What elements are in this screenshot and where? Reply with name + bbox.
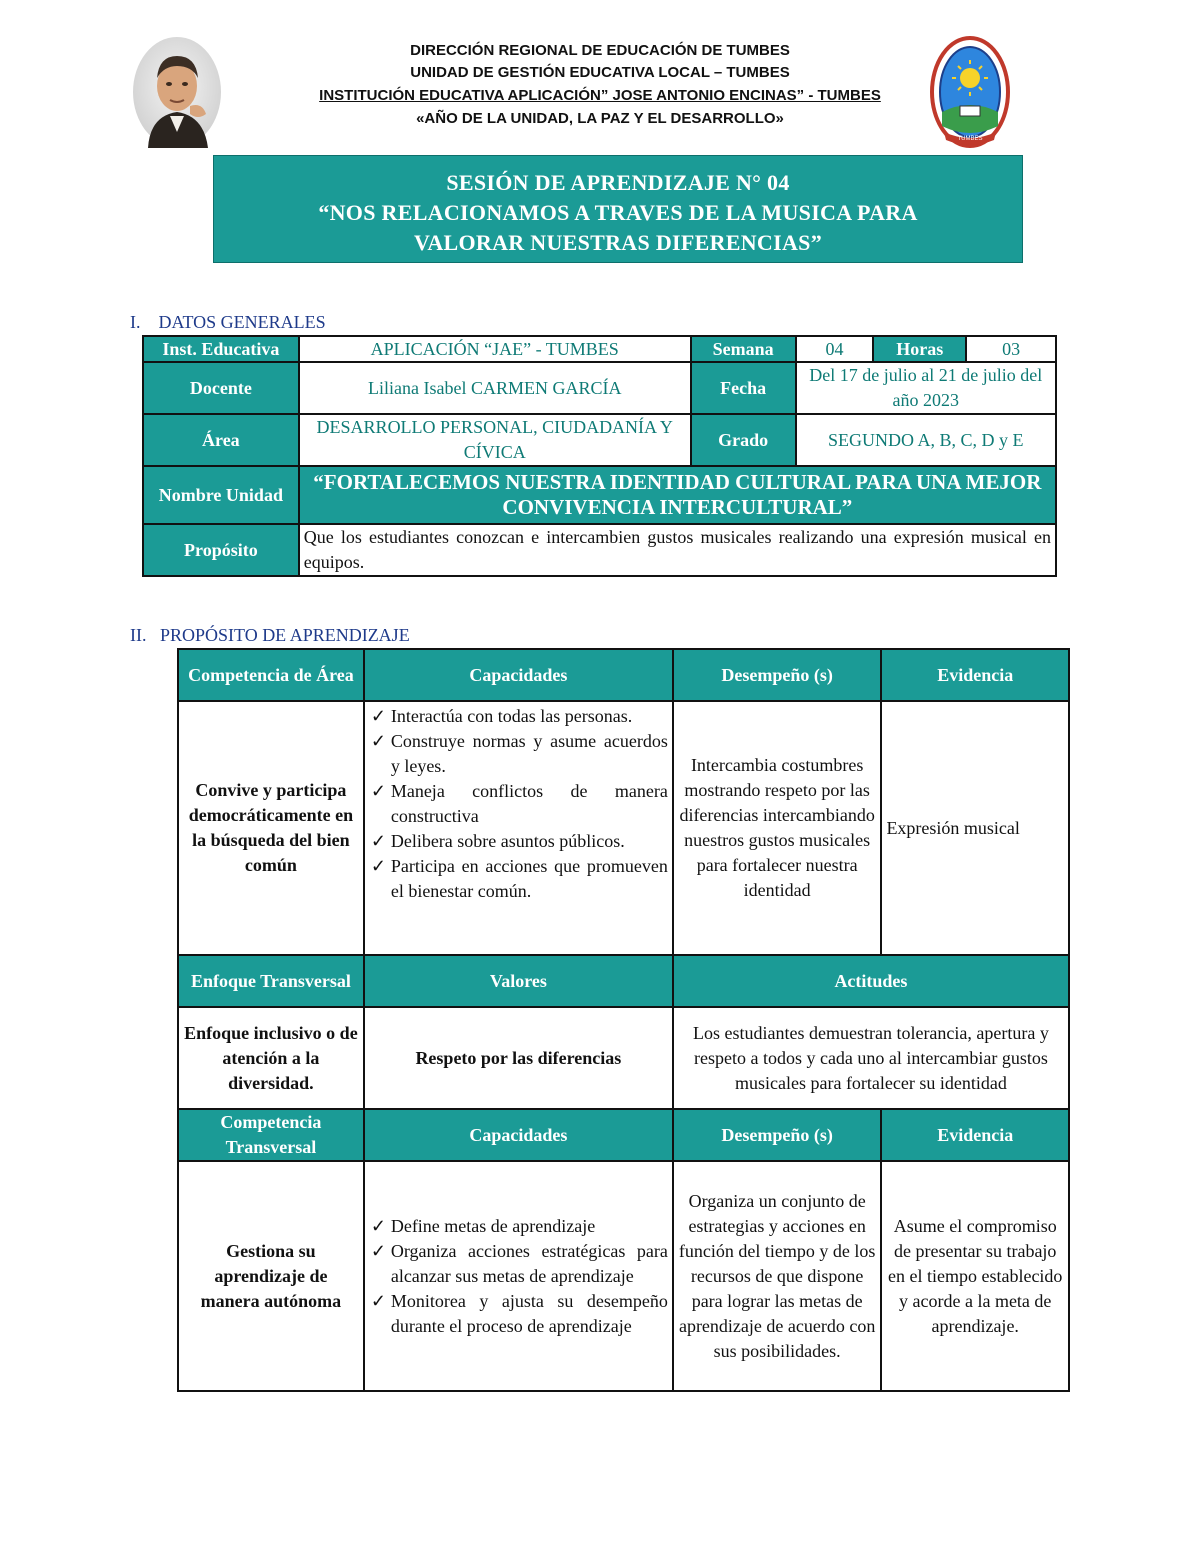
banner-line1: SESIÓN DE APRENDIZAJE N° 04 [446,170,790,195]
docente-label: Docente [143,362,299,414]
capacidad-item: ✓ Construye normas y asume acuerdos y leyes. [370,731,668,776]
head3-competencia: Competencia Transversal [178,1109,364,1161]
inst-label: Inst. Educativa [143,336,299,362]
school-seal [930,36,1010,148]
proposito-value: Que los estudiantes conozcan e intercambien gustos musicales realizando una expresión musical en equipos. [299,524,1056,576]
header-line4: «AÑO DE LA UNIDAD, LA PAZ Y EL DESARROLLO» [416,110,784,127]
desempeno-t-cell: Organiza un conjunto de estrategias y acciones en función del tiempo y de los recursos de que dispone para lograr las metas de aprendizaje de acuerdo con sus posibilidades. [673,1161,882,1391]
header-line3: INSTITUCIÓN EDUCATIVA APLICACIÓN” JOSE ANTONIO ENCINAS” - TUMBES [319,87,881,104]
header-line2: UNIDAD DE GESTIÓN EDUCATIVA LOCAL – TUMBES [410,64,790,81]
inst-value: APLICACIÓN “JAE” - TUMBES [299,336,691,362]
horas-value: 03 [966,336,1056,362]
capacidad-item: ✓ Interactúa con todas las personas. [370,706,633,726]
competencia-t-cell: Gestiona su aprendizaje de manera autónoma [178,1161,364,1391]
head2-actitudes: Actitudes [673,955,1069,1007]
head2-enfoque: Enfoque Transversal [178,955,364,1007]
head3-desempeno: Desempeño (s) [673,1109,882,1161]
head1-competencia: Competencia de Área [178,649,364,701]
evidencia-t-cell: Asume el compromiso de presentar su trabajo en el tiempo establecido y acorde a la meta de aprendizaje. [881,1161,1069,1391]
session-banner [213,155,1023,263]
capacidad-t-item: ✓ Organiza acciones estratégicas para alcanzar sus metas de aprendizaje [370,1240,668,1286]
capacidad-t-item: ✓ Monitorea y ajusta su desempeño durante el proceso de aprendizaje [370,1290,668,1336]
docente-value: Liliana Isabel CARMEN GARCÍA [299,362,691,414]
semana-label: Semana [691,336,796,362]
capacidad-t-item: ✓ Define metas de aprendizaje [370,1215,596,1236]
seal-text: TUMBES [957,136,983,142]
grado-label: Grado [691,414,796,466]
capacidad-item: ✓ Participa en acciones que promueven el bienestar común. [370,856,668,901]
section2-title: II. PROPÓSITO DE APRENDIZAJE [130,625,410,645]
area-label: Área [143,414,299,466]
founder-portrait [132,36,222,148]
header-line1: DIRECCIÓN REGIONAL DE EDUCACIÓN DE TUMBES [410,42,790,59]
general-data-table [142,335,1057,577]
capacidades-t-cell [364,1161,673,1391]
actitudes-cell: Los estudiantes demuestran tolerancia, apertura y respeto a todos y cada uno al intercambiar gustos musicales para fortalecer su identidad [673,1007,1069,1109]
horas-label: Horas [873,336,966,362]
competencia-cell: Convive y participa democráticamente en la búsqueda del bien común [178,701,364,955]
valores-cell: Respeto por las diferencias [364,1007,673,1109]
capacidades-cell [364,701,673,955]
unidad-value: “FORTALECEMOS NUESTRA IDENTIDAD CULTURAL PARA UNA MEJOR CONVIVENCIA INTERCULTURAL” [299,466,1056,524]
banner-line3: VALORAR NUESTRAS DIFERENCIAS” [413,230,823,255]
evidencia-cell: Expresión musical [881,701,1069,955]
banner-line2: “NOS RELACIONAMOS A TRAVES DE LA MUSICA PARA [318,200,918,225]
head1-evidencia: Evidencia [881,649,1069,701]
head3-capacidades: Capacidades [364,1109,673,1161]
capacidad-item: ✓ Maneja conflictos de manera constructiva [370,781,668,826]
area-value: DESARROLLO PERSONAL, CIUDADANÍA Y CÍVICA [299,414,691,466]
capacidad-item: ✓ Delibera sobre asuntos públicos. [370,831,625,851]
head1-desempeno: Desempeño (s) [673,649,882,701]
head2-valores: Valores [364,955,673,1007]
enfoque-cell: Enfoque inclusivo o de atención a la diversidad. [178,1007,364,1109]
learning-purpose-table [177,648,1070,1392]
head1-capacidades: Capacidades [364,649,673,701]
section1-title: I. DATOS GENERALES [130,312,326,332]
proposito-label: Propósito [143,524,299,576]
grado-value: SEGUNDO A, B, C, D y E [796,414,1056,466]
semana-value: 04 [796,336,874,362]
unidad-label: Nombre Unidad [143,466,299,524]
fecha-label: Fecha [691,362,796,414]
fecha-value: Del 17 de julio al 21 de julio del año 2023 [796,362,1056,414]
desempeno-cell: Intercambia costumbres mostrando respeto por las diferencias intercambiando nuestros gustos musicales para fortalecer nuestra identidad [673,701,882,955]
head3-evidencia: Evidencia [881,1109,1069,1161]
